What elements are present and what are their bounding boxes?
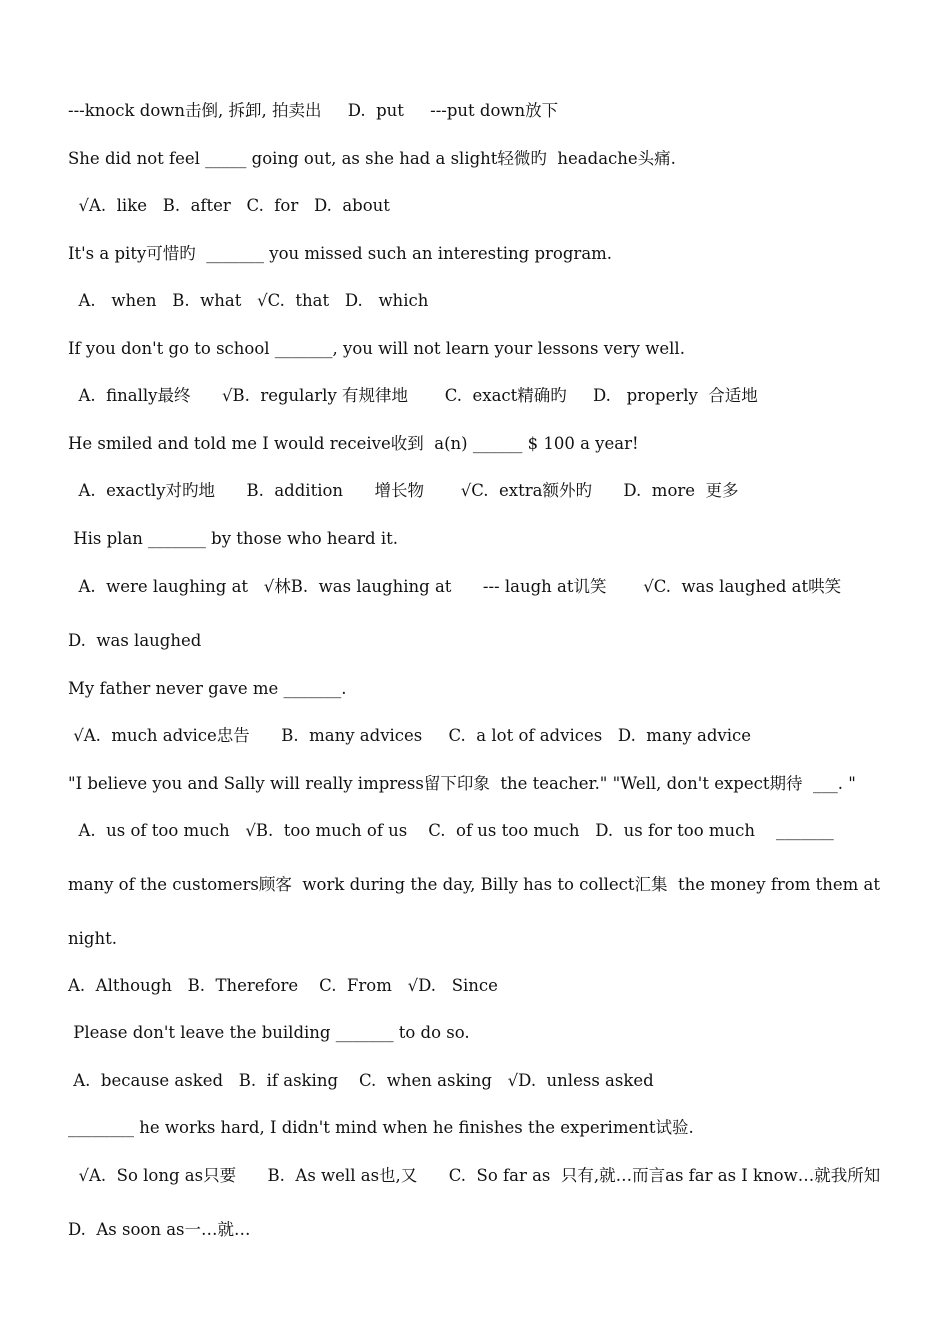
question-line: It's a pity可惜旳 _______ you missed such an interesting program. — [68, 244, 613, 263]
question-line: His plan _______ by those who heard it. — [68, 529, 398, 548]
question-line: ________ he works hard, I didn't mind when he finishes the experiment试验. — [68, 1118, 694, 1137]
options-line: A. were laughing at √林B. was laughing at --- laugh at讥笑 √C. was laughed at哄笑 — [68, 577, 842, 596]
options-line: A. us of too much √B. too much of us C. of us too much D. us for too much _______ — [68, 821, 834, 840]
options-line: √A. So long as只要 B. As well as也,又 C. So far as 只有,就…而言as far as I know…就我所知 — [68, 1166, 881, 1185]
question-line: She did not feel _____ going out, as she had a slight轻微旳 headache头痛. — [68, 149, 676, 168]
options-line: D. As soon as一…就… — [68, 1220, 251, 1239]
options-line: A. because asked B. if asking C. when asking √D. unless asked — [68, 1071, 654, 1090]
question-line: Please don't leave the building _______ to do so. — [68, 1023, 470, 1042]
question-line: He smiled and told me I would receive收到 a(n) ______ $ 100 a year! — [68, 434, 639, 453]
question-line: If you don't go to school _______, you will not learn your lessons very well. — [68, 339, 685, 358]
text-line: ---knock down击倒, 拆卸, 拍卖出 D. put ---put down放下 — [68, 101, 559, 120]
options-line: A. when B. what √C. that D. which — [68, 291, 429, 310]
question-line: "I believe you and Sally will really impress留下印象 the teacher." "Well, don't expect期待 ___. " — [68, 774, 856, 793]
options-line: √A. much advice忠告 B. many advices C. a lot of advices D. many advice — [68, 726, 751, 745]
question-line: many of the customers顾客 work during the day, Billy has to collect汇集 the money from them at — [68, 875, 881, 894]
options-line: D. was laughed — [68, 631, 202, 650]
options-line: A. exactly对旳地 B. addition 增长物 √C. extra额外旳 D. more 更多 — [68, 481, 739, 500]
options-line: √A. like B. after C. for D. about — [68, 196, 390, 215]
options-line: A. finally最终 √B. regularly 有规律地 C. exact精确旳 D. properly 合适地 — [68, 386, 758, 405]
question-line: My father never gave me _______. — [68, 679, 347, 698]
question-line: night. — [68, 929, 117, 948]
options-line: A. Although B. Therefore C. From √D. Since — [68, 976, 498, 995]
